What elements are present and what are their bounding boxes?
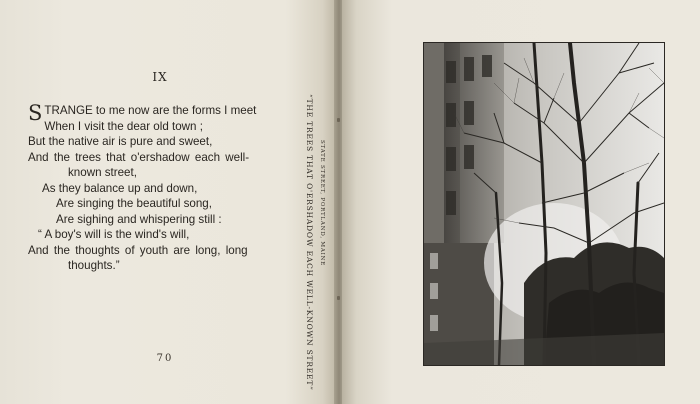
poem-line: When I visit the dear old town ;	[44, 119, 203, 133]
street-trees-photo	[424, 43, 664, 365]
page-number: 70	[156, 353, 174, 364]
poem-line: “ A boy's will is the wind's will,	[38, 228, 190, 241]
poem-line: Are singing the beautiful song,	[56, 197, 212, 210]
poem-line: thoughts.”	[68, 259, 120, 272]
binding-stitch	[337, 118, 340, 122]
poem-line: And the trees that o'ershadow each well-	[28, 150, 250, 164]
poem-stanza	[28, 103, 318, 274]
plate-caption: “THE TREES THAT O'ERSHADOW EACH WELL-KNOWN STREET”	[305, 94, 314, 391]
poem-line: But the native air is pure and sweet,	[28, 135, 213, 148]
plate-subcaption: STATE STREET, PORTLAND, MAINE	[319, 139, 325, 267]
photo-plate	[423, 42, 665, 366]
left-page	[0, 0, 336, 404]
poem-line: And the thoughts of youth are long, long	[28, 243, 248, 257]
binding-stitch	[337, 296, 340, 300]
poem-line: As they balance up and down,	[42, 181, 198, 195]
poem-line: known street,	[68, 166, 137, 179]
poem-line: Are sighing and whispering still :	[56, 212, 222, 226]
chapter-number: IX	[152, 70, 168, 84]
poem-line: STRANGE to me now are the forms I meet	[28, 101, 257, 125]
drop-cap: S	[28, 101, 43, 125]
